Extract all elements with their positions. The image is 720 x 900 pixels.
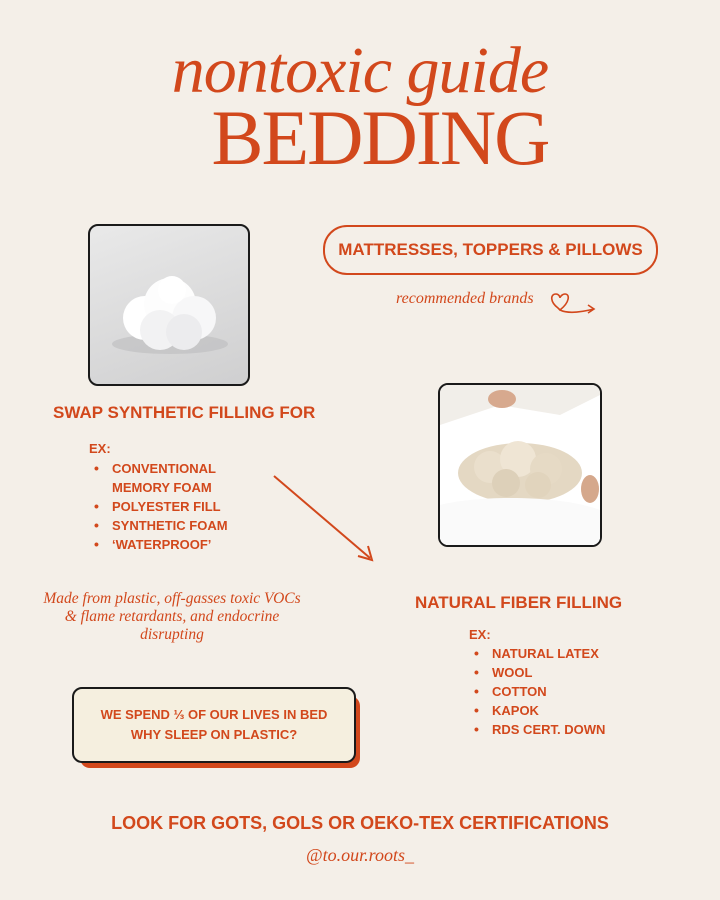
list-item: • KAPOK (474, 701, 634, 720)
natural-fiber-photo (438, 383, 602, 547)
natural-ex-label: EX: (469, 627, 491, 642)
list-item: • CONVENTIONAL MEMORY FOAM (94, 459, 244, 497)
natural-list (474, 644, 634, 739)
list-item: • WOOL (474, 663, 634, 682)
diagonal-arrow-icon (270, 470, 380, 565)
category-pill: MATTRESSES, TOPPERS & PILLOWS (323, 225, 658, 275)
swap-heading: SWAP SYNTHETIC FILLING FOR (53, 403, 316, 422)
list-item: • NATURAL LATEX (474, 644, 634, 663)
heart-arrow-icon (548, 290, 598, 318)
natural-heading: NATURAL FIBER FILLING (415, 593, 623, 612)
list-item: • POLYESTER FILL (94, 497, 244, 516)
social-handle: @to.our.roots_ (306, 845, 414, 865)
certification-footer: LOOK FOR GOTS, GOLS OR OEKO-TEX CERTIFICATIONS (111, 813, 609, 833)
recommended-brands-label: recommended brands (396, 290, 534, 307)
synthetic-fill-image (90, 226, 248, 384)
natural-fiber-image (440, 385, 600, 545)
synthetic-note-line2: & flame retardants, and endocrine disrupting (64, 608, 280, 643)
synthetic-note-line1: Made from plastic, off-gasses toxic VOCs (43, 590, 301, 607)
callout-line1: WE SPEND ⅓ OF OUR LIVES IN BED (100, 707, 328, 722)
list-item: • SYNTHETIC FOAM (94, 516, 244, 535)
list-item: • COTTON (474, 682, 634, 701)
title-main: BEDDING (211, 94, 549, 181)
title-script: nontoxic guide (171, 34, 549, 107)
synthetic-note (34, 590, 310, 644)
synthetic-list (94, 459, 244, 554)
swap-ex-label: EX: (89, 441, 111, 456)
list-item: • ‘WATERPROOF’ (94, 535, 244, 554)
recommended-brands (396, 290, 534, 308)
synthetic-fill-photo (88, 224, 250, 386)
callout-box (72, 687, 356, 763)
list-item: • RDS CERT. DOWN (474, 720, 634, 739)
callout-line2: WHY SLEEP ON PLASTIC? (130, 727, 298, 742)
